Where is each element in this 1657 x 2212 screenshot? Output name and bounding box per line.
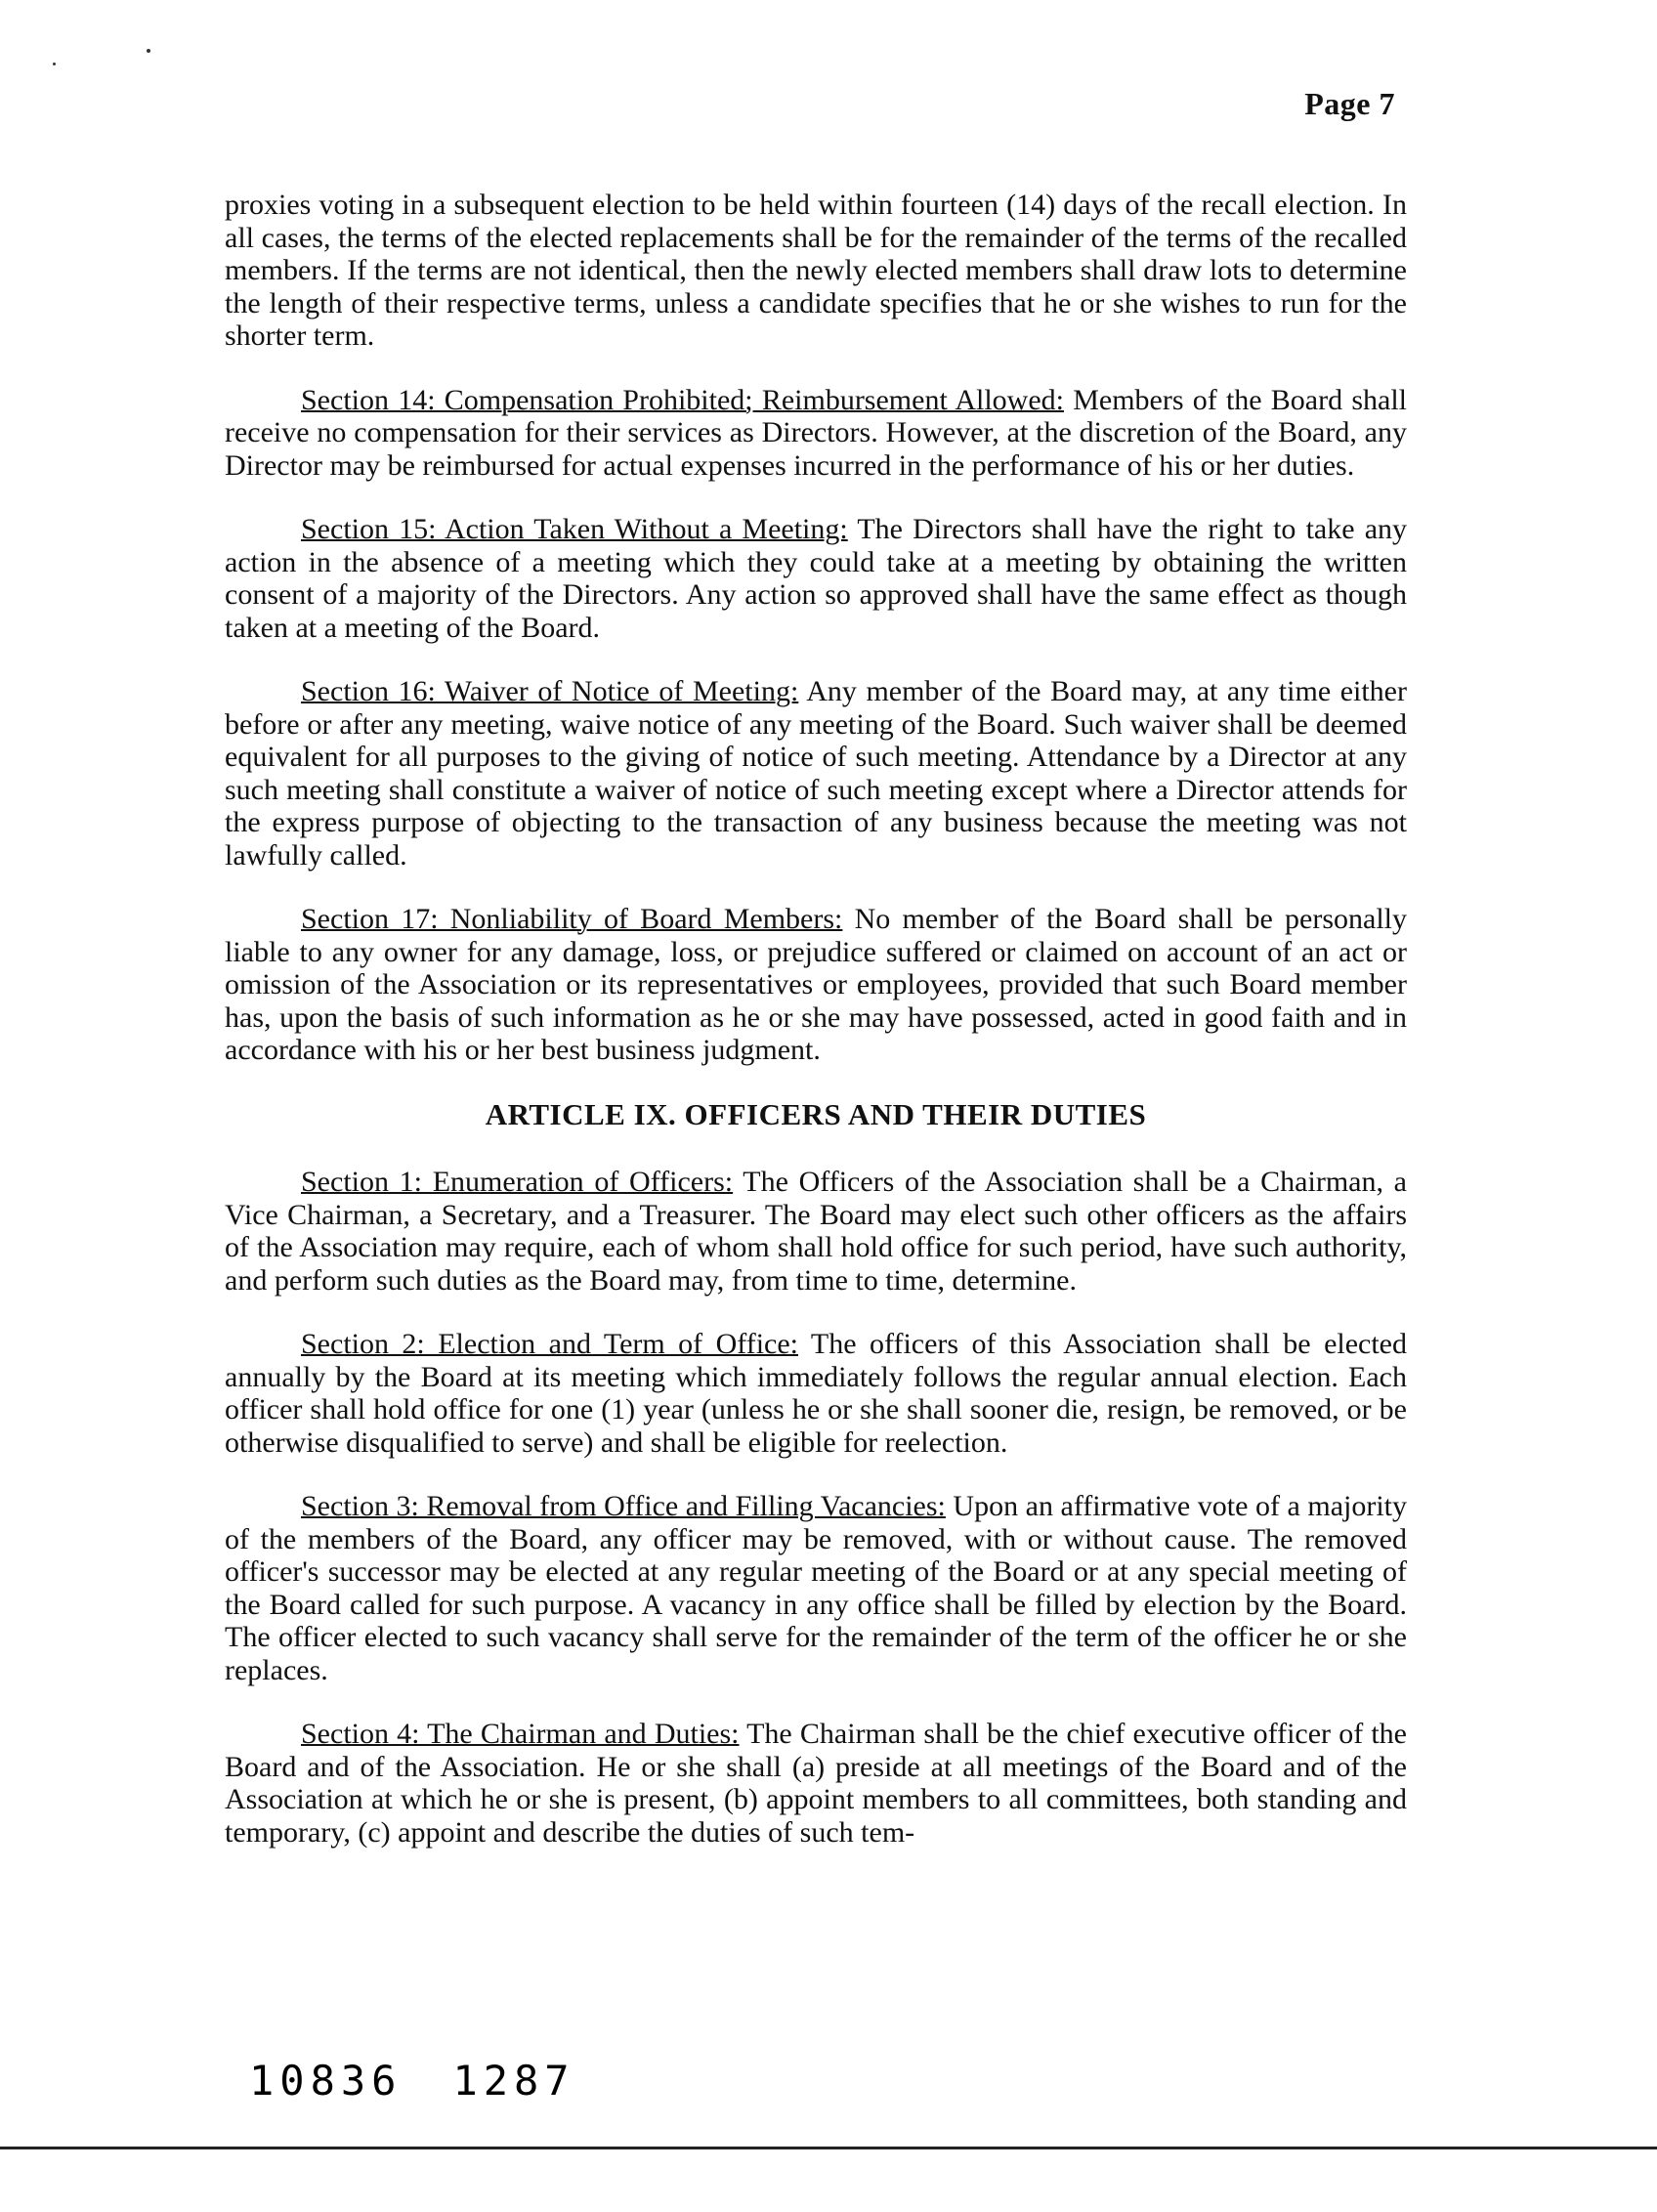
paragraph-article-section-2 [225, 1328, 1407, 1459]
paragraph-section-14 [225, 384, 1407, 483]
document-body [225, 189, 1407, 1880]
paragraph-text: The Officers of the Association shall be a Chairman, a Vice Chairman, a Secretary, and a Treasurer. The Board may elect such other officers as the affairs of the Association may require, each of whom shall hold office for such period, have such authority, and perform such duties as the Board may, from time to time, determine. [225, 1166, 1407, 1297]
scan-speck [147, 49, 150, 53]
paragraph-text: The Chairman shall be the chief executive officer of the Board and of the Association. He or she shall (a) preside at all meetings of the Board and of the Association at which he or she is present, (b) appoint members to all committees, both standing and temporary, (c) appoint and describe the duties of such tem- [225, 1718, 1407, 1849]
recording-stamp [249, 2057, 575, 2105]
page-number: Page 7 [1304, 86, 1395, 121]
paragraph-article-section-1 [225, 1166, 1407, 1297]
article-heading: ARTICLE IX. OFFICERS AND THEIR DUTIES [485, 1096, 1147, 1131]
section-heading: Section 1: Enumeration of Officers: [301, 1166, 734, 1198]
paragraph-text: The Directors shall have the right to take any action in the absence of a meeting which they could take at a meeting by obtaining the written consent of a majority of the Directors. Any action so approved shall have the same effect as though taken at a meeting of the Board. [225, 513, 1408, 644]
section-heading: Section 14: Compensation Prohibited; Reimbursement Allowed: [301, 383, 1064, 416]
paragraph-text: The officers of this Association shall be elected annually by the Board at its meeting which immediately follows the regular annual election. Each officer shall hold office for one (1) year (unless he or she shall sooner die, resign, be removed, or be otherwise disqualified to serve) and shall be eligible for reelection. [225, 1328, 1408, 1459]
paragraph-article-section-3 [225, 1490, 1407, 1686]
section-heading: Section 16: Waiver of Notice of Meeting: [301, 675, 799, 707]
page-reference: 1287 [452, 2057, 575, 2105]
paragraph-section-17 [225, 903, 1407, 1067]
bottom-divider [0, 2147, 1657, 2149]
paragraph-text: Upon an affirmative vote of a majority of the members of the Board, any officer may be removed, with or without cause. The removed officer's successor may be elected at any regular meeting of the Board or at any special meeting of the Board called for such purpose. A vacancy in any office shall be filled by election by the Board. The officer elected to such vacancy shall serve for the remainder of the term of the officer he or she replaces. [225, 1490, 1408, 1686]
section-heading: Section 15: Action Taken Without a Meeting: [301, 513, 848, 545]
book-number: 10836 [249, 2057, 403, 2105]
paragraph-article-section-4 [225, 1718, 1407, 1849]
paragraph-text: Members of the Board shall receive no compensation for their services as Directors. However, at the discretion of the Board, any Director may be reimbursed for actual expenses incurred in the performance of his or her duties. [225, 383, 1407, 482]
section-heading: Section 3: Removal from Office and Filling Vacancies: [301, 1490, 946, 1522]
paragraph-section-16 [225, 675, 1407, 872]
scan-speck [53, 63, 56, 65]
paragraph-text: proxies voting in a subsequent election to be held within fourteen (14) days of the recall election. In all cases, the terms of the elected replacements shall be for the remainder of the terms of the recalled members. If the terms are not identical, then the newly elected members shall draw lots to determine the length of their respective terms, unless a candidate specifies that he or she wishes to run for the shorter term. [225, 189, 1407, 352]
paragraph-recall-continuation [225, 189, 1407, 353]
section-heading: Section 2: Election and Term of Office: [301, 1328, 799, 1360]
section-heading: Section 17: Nonliability of Board Members: [301, 903, 843, 935]
paragraph-text: Any member of the Board may, at any time either before or after any meeting, waive notice of any meeting of the Board. Such waiver shall be deemed equivalent for all purposes to the giving of notice of such meeting. Attendance by a Director at any such meeting shall constitute a waiver of notice of such meeting except where a Director attends for the express purpose of objecting to the transaction of any business because the meeting was not lawfully called. [225, 675, 1407, 872]
paragraph-section-15 [225, 513, 1407, 644]
section-heading: Section 4: The Chairman and Duties: [301, 1718, 740, 1750]
paragraph-text: No member of the Board shall be personally liable to any owner for any damage, loss, or prejudice suffered or claimed on account of an act or omission of the Association or its representatives or employees, provided that such Board member has, upon the basis of such information as he or she may have possessed, acted in good faith and in accordance with his or her best business judgment. [225, 903, 1407, 1066]
